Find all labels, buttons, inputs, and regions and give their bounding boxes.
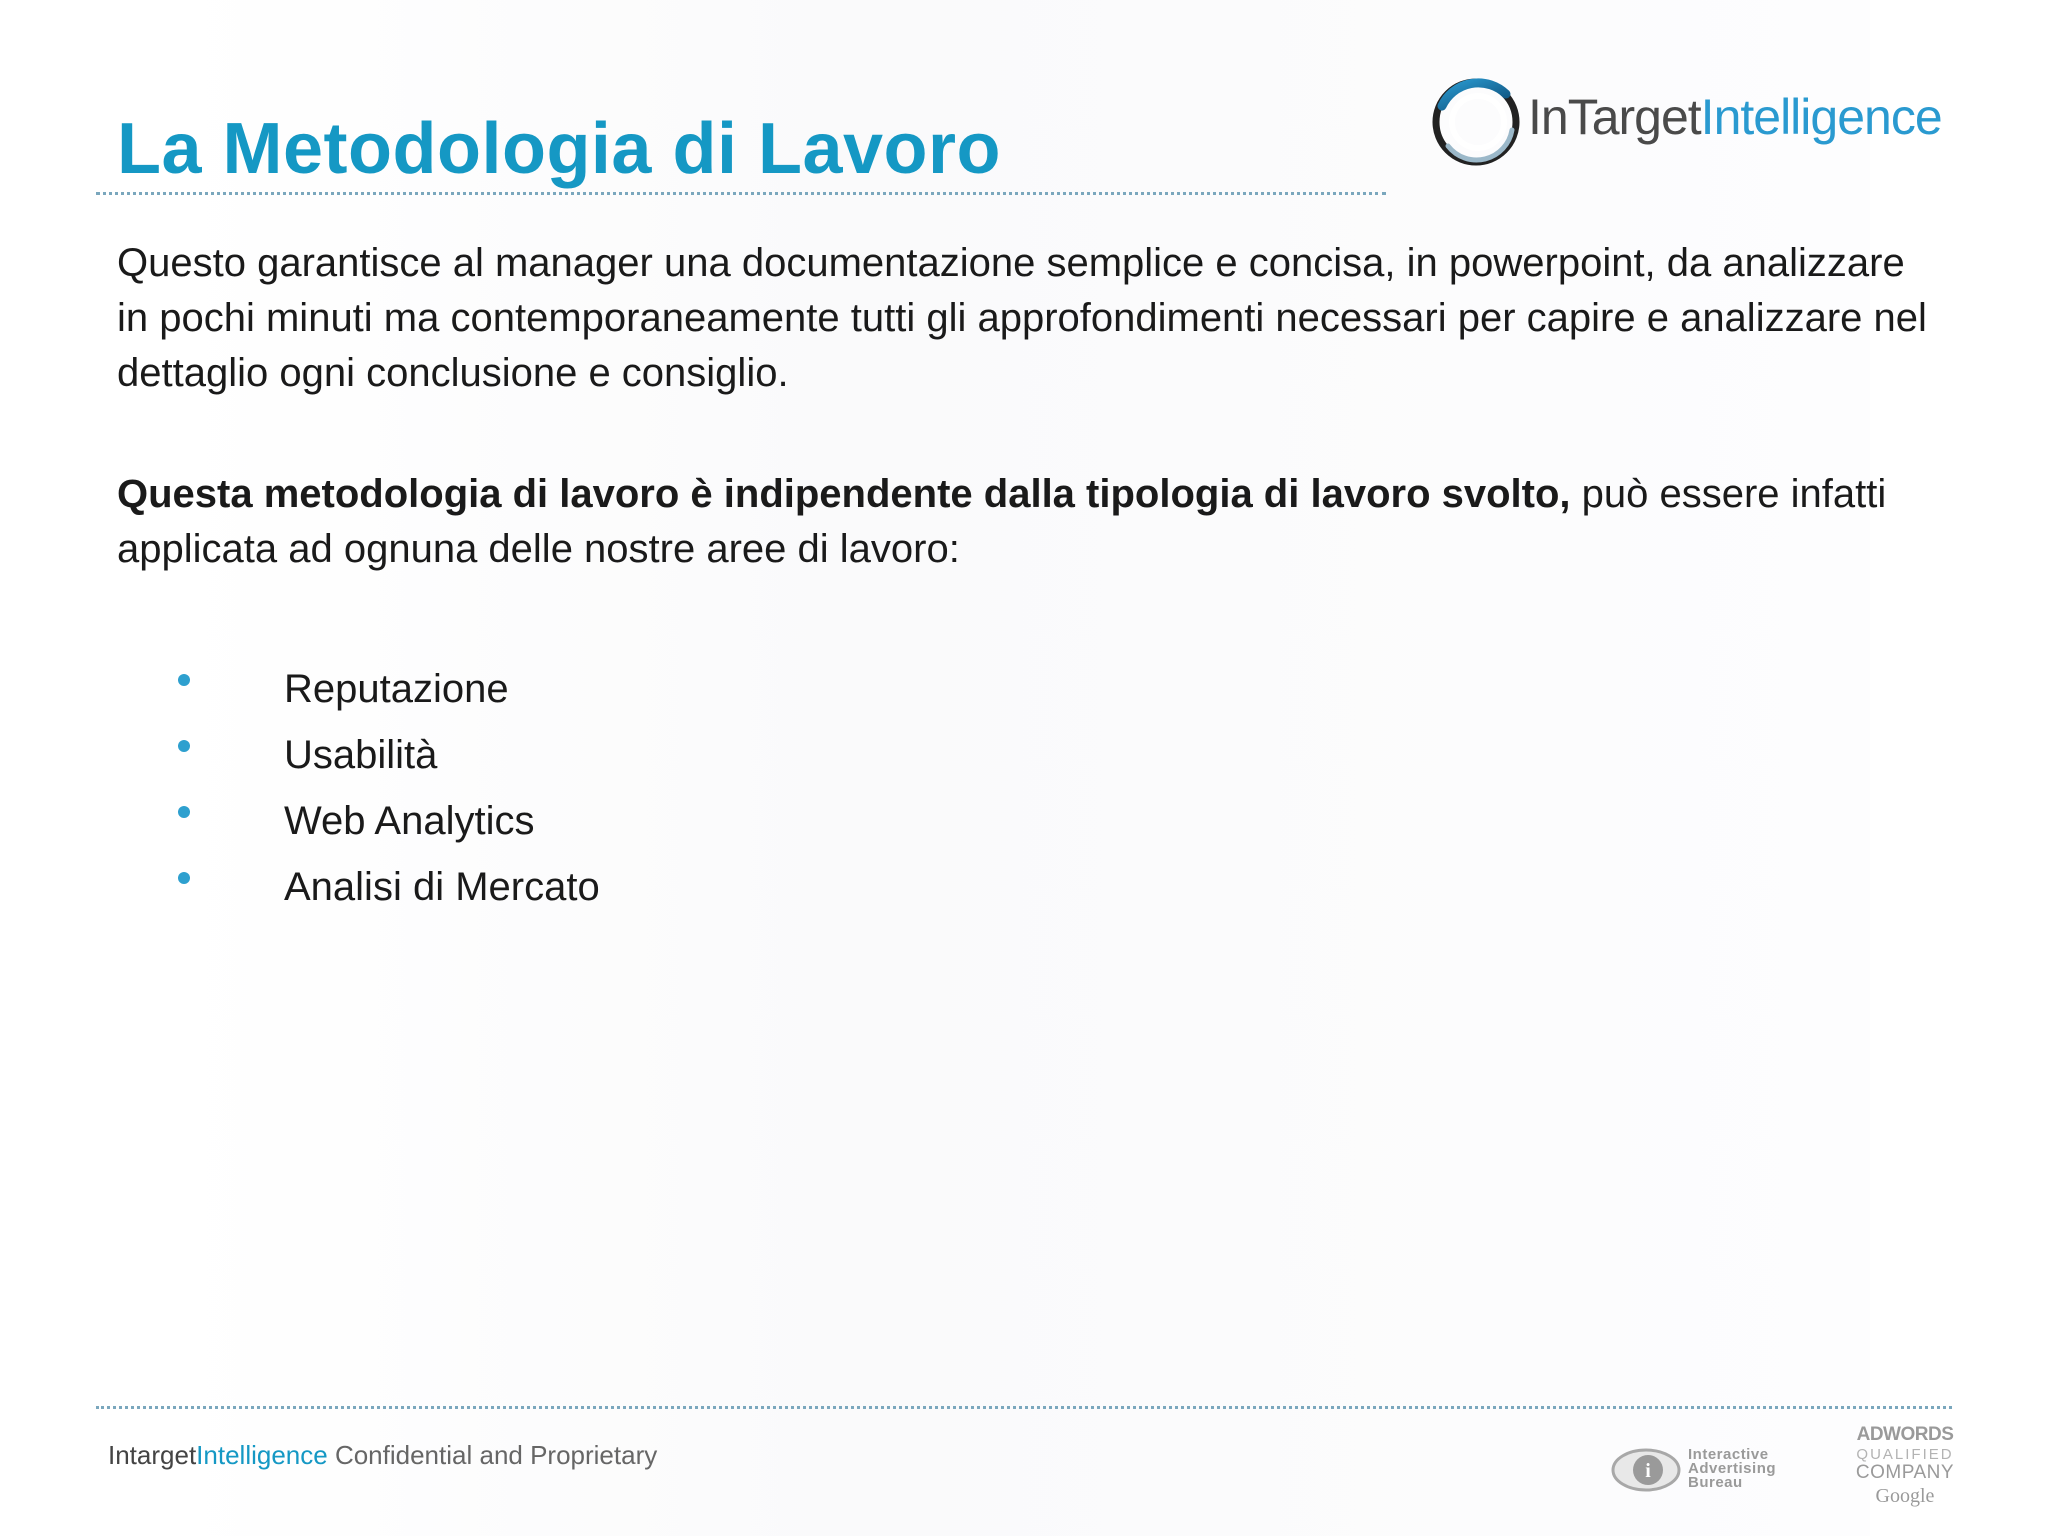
intarget-logo (1428, 70, 2028, 180)
work-areas-list (178, 660, 878, 924)
list-item-label: Analisi di Mercato (284, 865, 600, 909)
bullet-icon (178, 806, 190, 818)
list-item-label: Usabilità (284, 733, 438, 777)
iab-badge (1610, 1440, 1810, 1510)
list-item (178, 726, 878, 792)
footer-brand-intelligence: Intelligence (196, 1440, 328, 1470)
paragraph-methodology (117, 467, 1937, 577)
bullet-icon (178, 674, 190, 686)
slide-body (117, 236, 1937, 577)
list-item-label: Web Analytics (284, 799, 535, 843)
adwords-line-3: COMPANY (1855, 1462, 1955, 1483)
footer-divider (96, 1406, 1952, 1409)
title-divider (96, 192, 1386, 195)
adwords-line-2: QUALIFIED (1856, 1446, 1954, 1463)
list-item-label: Reputazione (284, 667, 509, 711)
swirl-logo-icon (1428, 70, 1524, 170)
footer-confidential (108, 1440, 657, 1471)
adwords-qualified-badge (1855, 1424, 1955, 1520)
logo-text-intelligence: Intelligence (1700, 89, 1942, 145)
bullet-icon (178, 872, 190, 884)
footer-text: Confidential and Proprietary (327, 1440, 658, 1470)
logo-text-intarget: InTarget (1528, 89, 1701, 145)
list-item (178, 792, 878, 858)
iab-eye-icon (1610, 1440, 1682, 1500)
iab-line-1: Interactive (1688, 1446, 1769, 1463)
svg-text:i: i (1645, 1460, 1651, 1482)
adwords-line-1: ADWORDS (1856, 1424, 1954, 1445)
list-item (178, 858, 878, 924)
footer-brand-intarget: Intarget (108, 1440, 197, 1470)
list-item (178, 660, 878, 726)
bullet-icon (178, 740, 190, 752)
paragraph-methodology-rest: può essere infatti applicata ad ognuna delle nostre aree di lavoro: (117, 472, 1887, 571)
paragraph-documentation: Questo garantisce al manager una documentazione semplice e concisa, in powerpoint, da analizzare in pochi minuti ma contemporaneamente tutti gli approfondimenti necessari per capire e analizzare nel dettaglio ogni conclusione e consiglio. (117, 241, 1927, 395)
iab-line-3: Bureau (1688, 1474, 1743, 1491)
paragraph-methodology-bold: Questa metodologia di lavoro è indipendente dalla tipologia di lavoro svolto, (117, 472, 1571, 516)
iab-line-2: Advertising (1688, 1460, 1777, 1477)
adwords-line-4: Google (1875, 1485, 1935, 1507)
slide-title: La Metodologia di Lavoro (117, 109, 1002, 189)
